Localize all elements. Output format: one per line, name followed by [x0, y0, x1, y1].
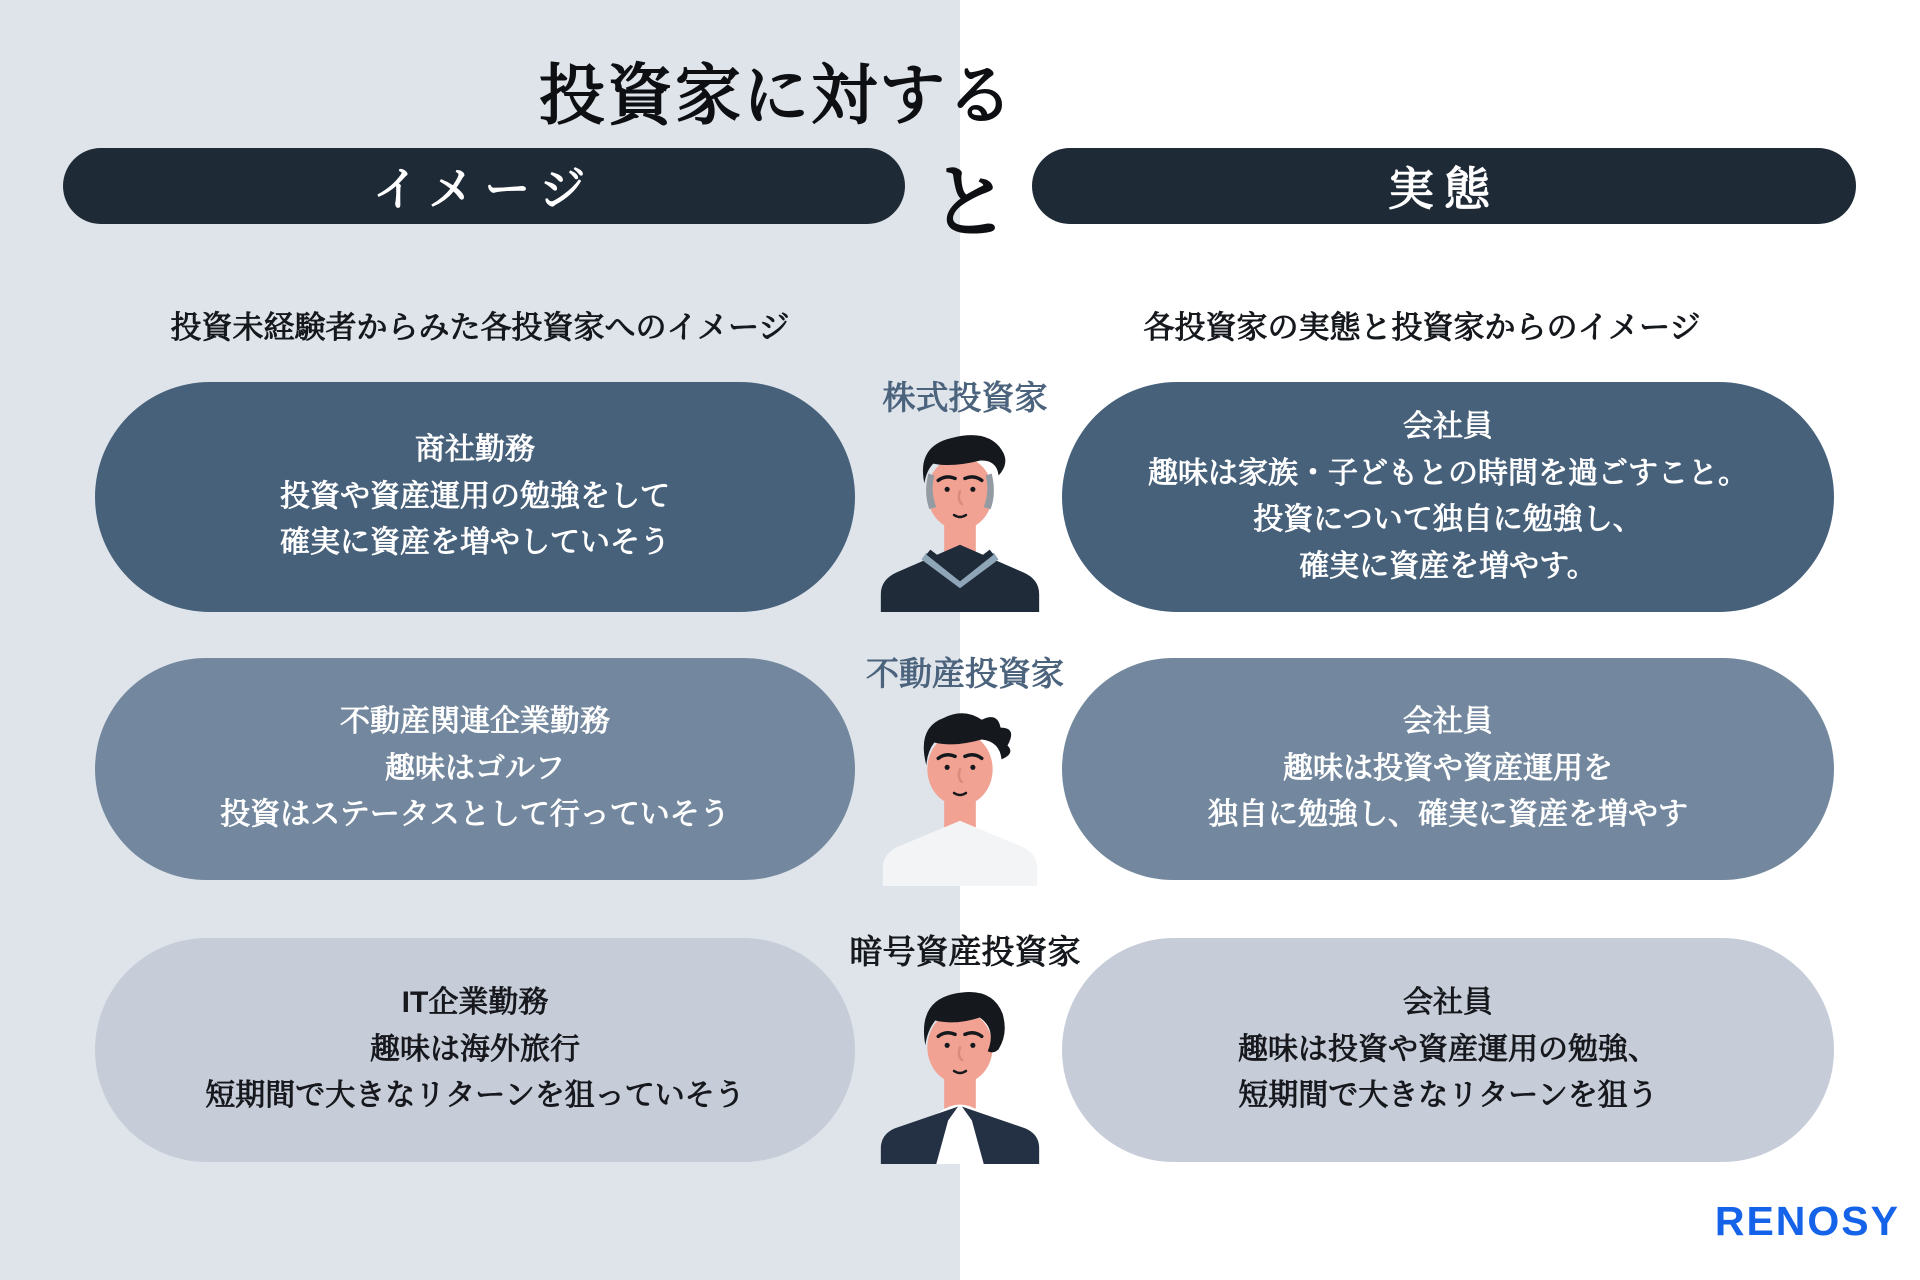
- pill-line: 商社勤務: [415, 433, 535, 467]
- row-label-stock-investor: 株式投資家: [882, 379, 1048, 416]
- header-pill-image-label: イメージ: [372, 163, 596, 215]
- pill-line: 会社員: [1403, 705, 1493, 739]
- pill-line: 趣味はゴルフ: [385, 751, 565, 785]
- row-label-crypto-investor: 暗号資産投資家: [849, 933, 1081, 970]
- pill-line: 趣味は海外旅行: [370, 1032, 580, 1066]
- image-pill-crypto-investor: [95, 938, 855, 1162]
- pill-line: 投資について独自に勉強し、: [1253, 503, 1643, 536]
- reality-pill-stock-investor: [1062, 382, 1834, 612]
- pill-line: 趣味は家族・子どもとの時間を過ごすこと。: [1148, 456, 1748, 490]
- header-pill-reality-label: 実態: [1388, 163, 1500, 215]
- subtitle-reality-side: 各投資家の実態と投資家からのイメージ: [1143, 310, 1701, 345]
- pill-line: 確実に資産を増やす。: [1299, 549, 1597, 583]
- pill-line: 趣味は投資や資産運用を: [1283, 751, 1613, 785]
- stock-investor-avatar-icon: [868, 424, 1052, 612]
- pill-line: 不動産関連企業勤務: [340, 705, 610, 739]
- crypto-investor-avatar-icon: [868, 976, 1052, 1164]
- pill-line: 会社員: [1403, 410, 1493, 443]
- connector-text: と: [930, 158, 1010, 247]
- page-title: 投資家に対する: [539, 58, 1015, 132]
- pill-line: IT企業勤務: [401, 986, 549, 1020]
- reality-pill-real-estate-investor: [1062, 658, 1834, 880]
- subtitle-image-side: 投資未経験者からみた各投資家へのイメージ: [170, 310, 790, 345]
- pill-line: 会社員: [1403, 986, 1493, 1020]
- real-estate-investor-avatar-icon: [868, 698, 1052, 886]
- pill-line: 趣味は投資や資産運用の勉強、: [1238, 1032, 1658, 1066]
- pill-line: 独自に勉強し、確実に資産を増やす: [1208, 798, 1688, 832]
- pill-line: 投資はステータスとして行っていそう: [220, 798, 730, 832]
- reality-pill-crypto-investor: [1062, 938, 1834, 1162]
- pill-line: 短期間で大きなリターンを狙う: [1238, 1079, 1658, 1113]
- image-pill-real-estate-investor: [95, 658, 855, 880]
- image-pill-stock-investor: [95, 382, 855, 612]
- header-pill-reality: [1032, 148, 1856, 224]
- pill-line: 投資や資産運用の勉強をして: [280, 479, 670, 513]
- renosy-logo: RENOSY: [1714, 1198, 1900, 1244]
- pill-line: 短期間で大きなリターンを狙っていそう: [205, 1079, 745, 1113]
- header-pill-image: [63, 148, 905, 224]
- pill-line: 確実に資産を増やしていそう: [280, 526, 670, 560]
- row-label-real-estate-investor: 不動産投資家: [866, 655, 1064, 692]
